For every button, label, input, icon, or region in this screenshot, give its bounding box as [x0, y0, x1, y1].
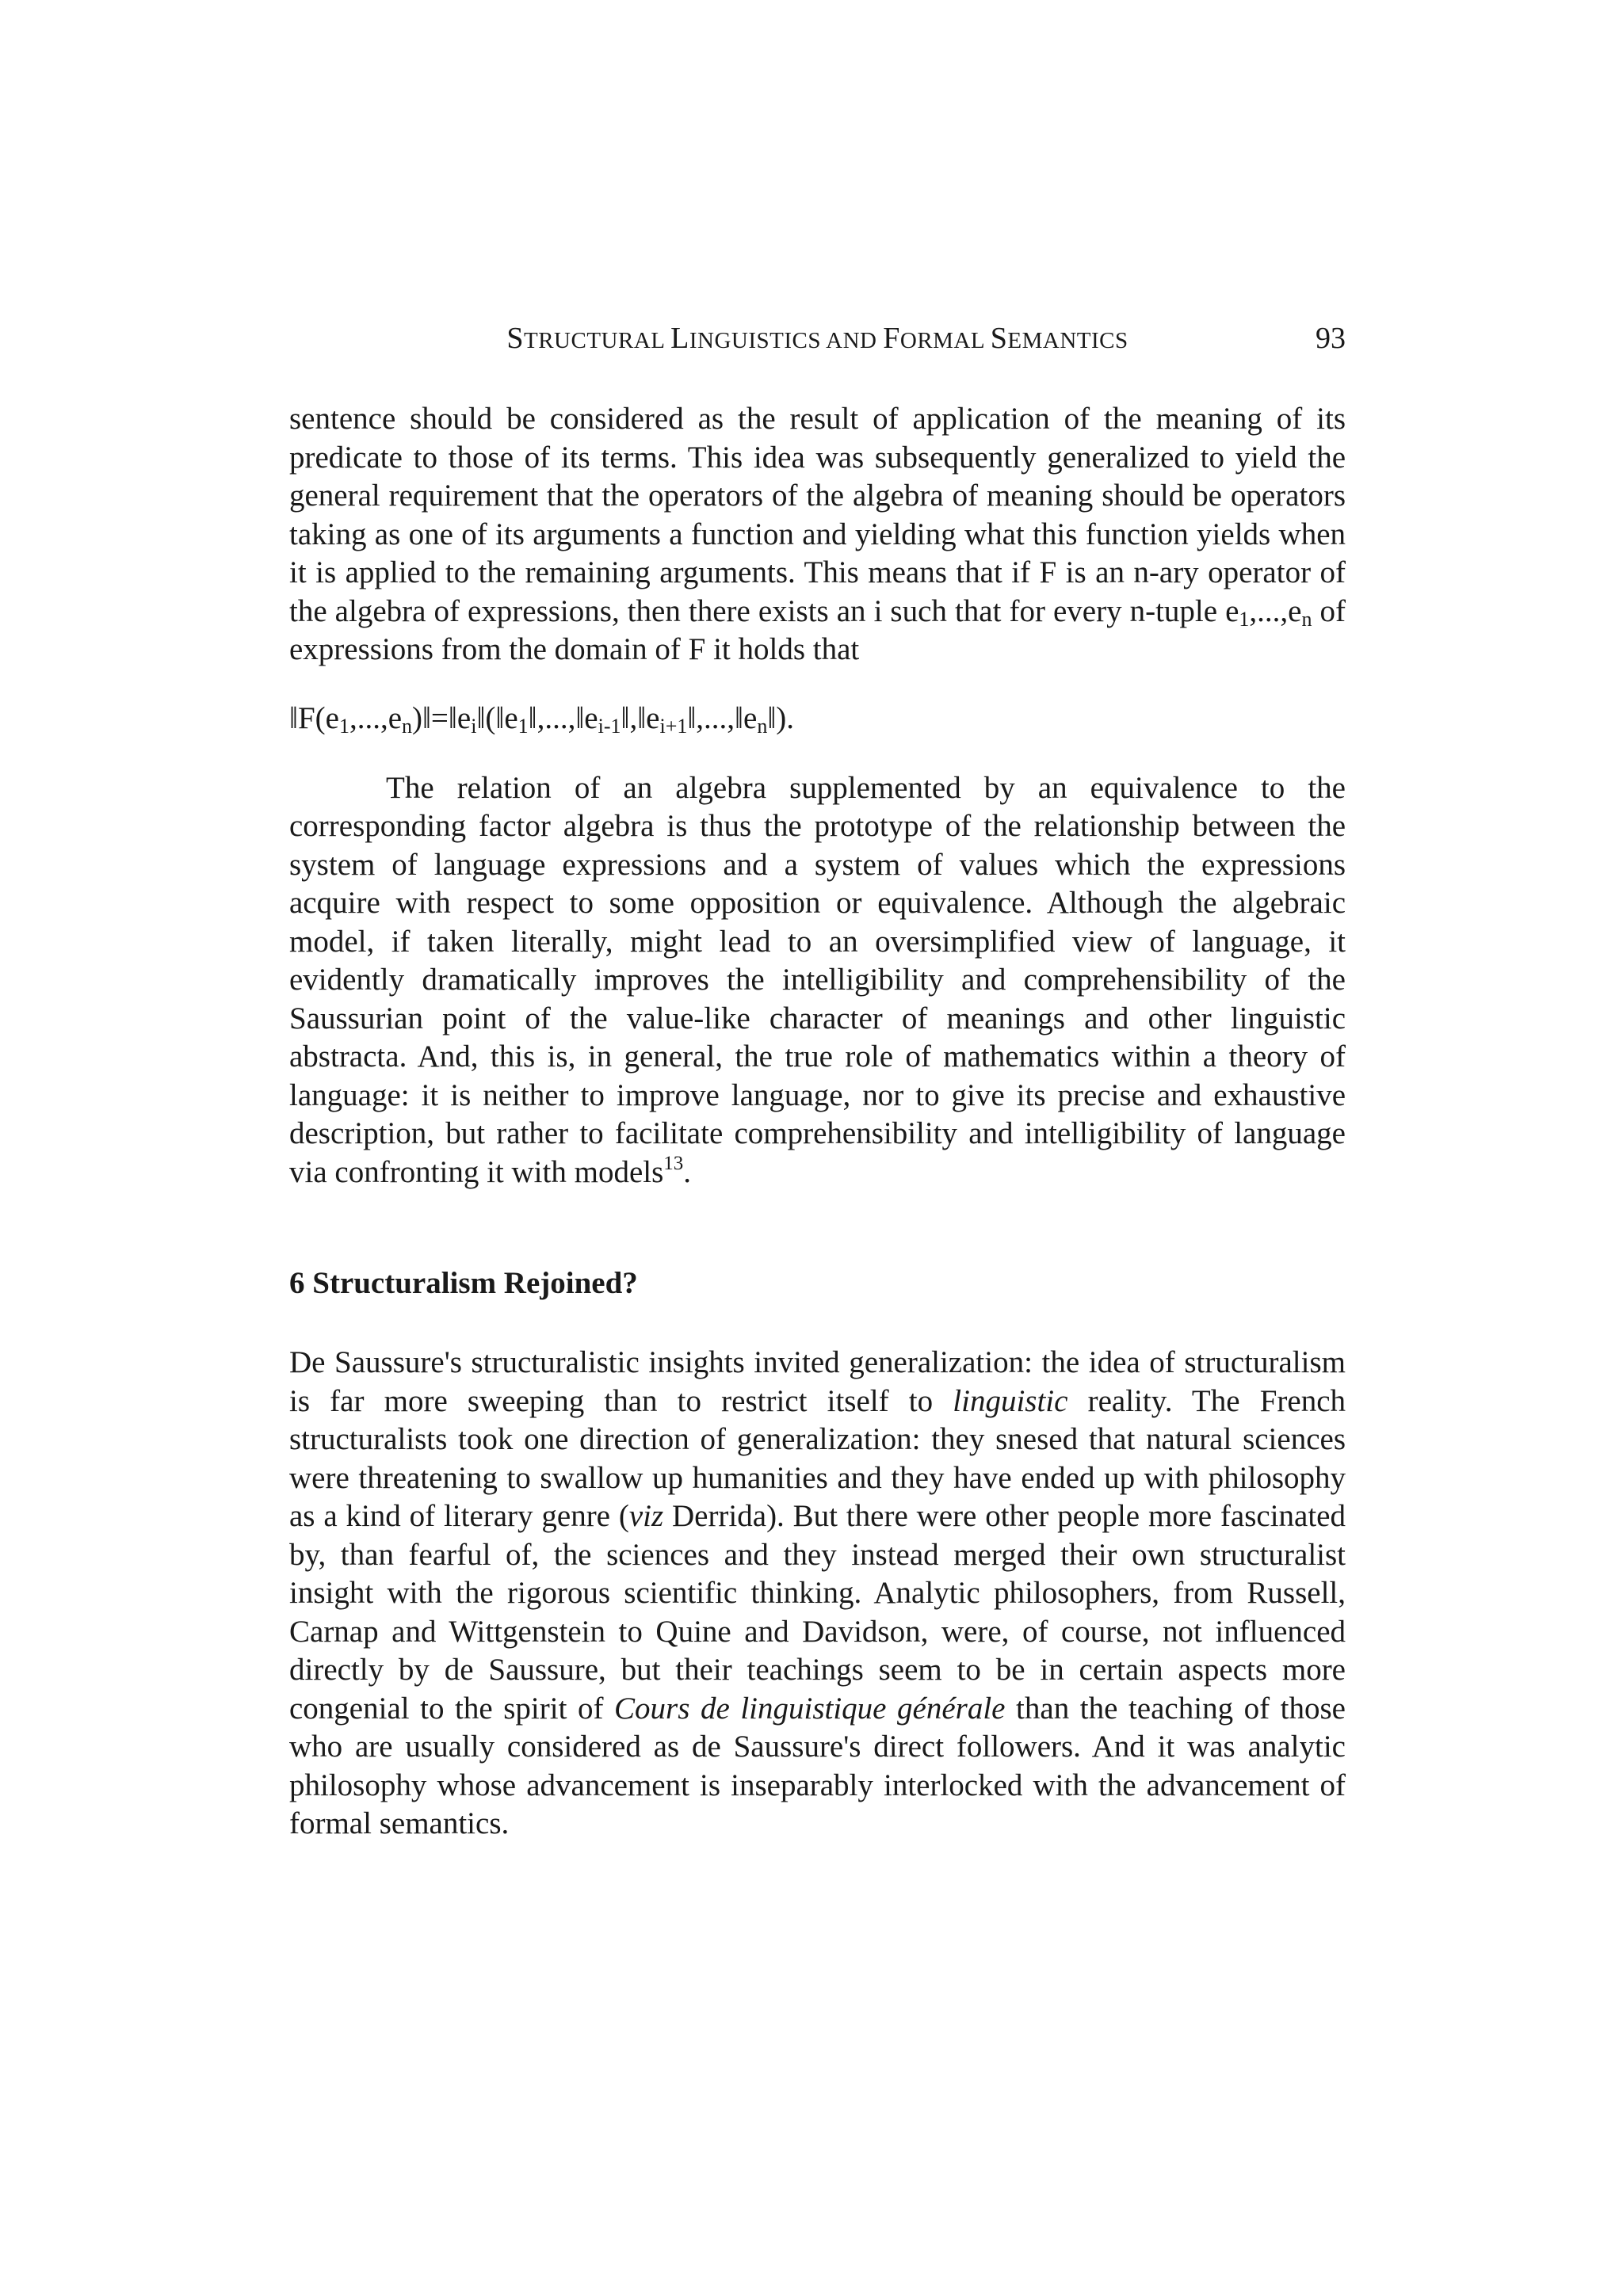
running-title — [289, 321, 1346, 356]
text-run: ,...,e — [1249, 593, 1302, 628]
page-number: 93 — [1316, 322, 1346, 355]
text-run: i — [471, 714, 477, 738]
text-run: 1 — [517, 714, 529, 738]
text-run: ‖,...,‖e — [528, 700, 598, 735]
text-run: 1 — [1239, 607, 1250, 631]
text-run: L — [670, 322, 689, 355]
paragraph-2 — [289, 769, 1346, 1192]
text-run: ‖,‖e — [621, 700, 660, 735]
text-run: viz — [628, 1499, 664, 1533]
text-run: 1 — [338, 714, 349, 738]
text-run: ‖(‖e — [476, 700, 518, 735]
text-run: ‖F(e — [289, 700, 339, 735]
text-run: i-1 — [598, 714, 621, 738]
paragraph-3 — [289, 1344, 1346, 1844]
text-run: i+1 — [659, 714, 688, 738]
text-run: reality. The French structuralists took one direction of generalization: they snesed that natural sciences were threatening to swallow up humanities and they have ended up with philosophy as a kind of literary genre ( — [289, 1383, 1346, 1533]
page-content — [289, 321, 1346, 1844]
text-run: Derrida). But there were other people more fascinated by, than fearful of, the sciences and they instead merged their own structuralist insight with the rigorous scientific thinking. Analytic philosophers, from Russell, Carnap and Wittgenstein to Quine and Davidson, were, of course, not influenced directly by de Saussure, but their teachings seem to be in certain aspects more congenial to the spirit of — [289, 1499, 1346, 1726]
running-header — [289, 321, 1346, 368]
paragraph-1 — [289, 400, 1346, 669]
text-run: ‖). — [767, 700, 795, 735]
text-run: 13 — [663, 1152, 684, 1174]
text-run: The relation of an algebra supplemented by an equivalence to the corresponding factor algebra is thus the prototype of the relationship between the system of language expressions and a system of values which the expressions acquire with respect to some opposition or equivalence. Although the algebraic model, if taken literally, might lead to an oversimplified view of language, it evidently dramatically improves the intelligibility and comprehensibility of the Saussurian point of the value-like character of meanings and other linguistic abstracta. And, this is, in general, the true role of mathematics within a theory of language: it is neither to improve language, nor to give its precise and exhaustive description, but rather to facilitate comprehensibility and intelligibility of language via confronting it with models — [289, 770, 1346, 1189]
text-run: S — [506, 322, 524, 355]
text-run: Cours de linguistique générale — [614, 1691, 1006, 1726]
text-run: sentence should be considered as the result of application of the meaning of its predicate to those of its terms. This idea was subsequently generalized to yield the general requirement that the operators of the algebra of meaning should be operators taking as one of its arguments a function and yielding what this function yields when it is applied to the remaining arguments. This means that if F is an n-ary operator of the algebra of expressions, then there exists an i such that for every n-tuple e — [289, 402, 1346, 628]
text-run: ORMAL — [899, 328, 991, 353]
text-run: of expressions from the domain of F it holds that — [289, 593, 1346, 666]
text-run: linguistic — [953, 1383, 1068, 1418]
text-run: EMANTICS — [1007, 328, 1128, 353]
formula — [289, 700, 1346, 738]
text-run: ‖,...,‖e — [687, 700, 758, 735]
text-run: ,...,e — [349, 700, 402, 735]
text-run: n — [757, 714, 768, 738]
text-run: . — [683, 1154, 692, 1189]
text-run: De Saussure's structuralistic insights invited generalization: the idea of structuralism is far more sweeping than to restrict itself to — [289, 1345, 1346, 1418]
text-run: TRUCTURAL — [523, 328, 671, 353]
text-run: n — [1301, 607, 1312, 631]
text-run: n — [402, 714, 412, 738]
text-run: INGUISTICS AND — [689, 328, 884, 353]
text-run: S — [990, 322, 1008, 355]
text-run: )‖=‖e — [412, 700, 472, 735]
section-heading: 6 Structuralism Rejoined? — [289, 1266, 638, 1300]
text-run: than the teaching of those who are usually considered as de Saussure's direct followers. And it was analytic philosophy whose advancement is inseparably interlocked with the advancement of formal semantics. — [289, 1691, 1346, 1840]
text-run: F — [883, 322, 900, 355]
